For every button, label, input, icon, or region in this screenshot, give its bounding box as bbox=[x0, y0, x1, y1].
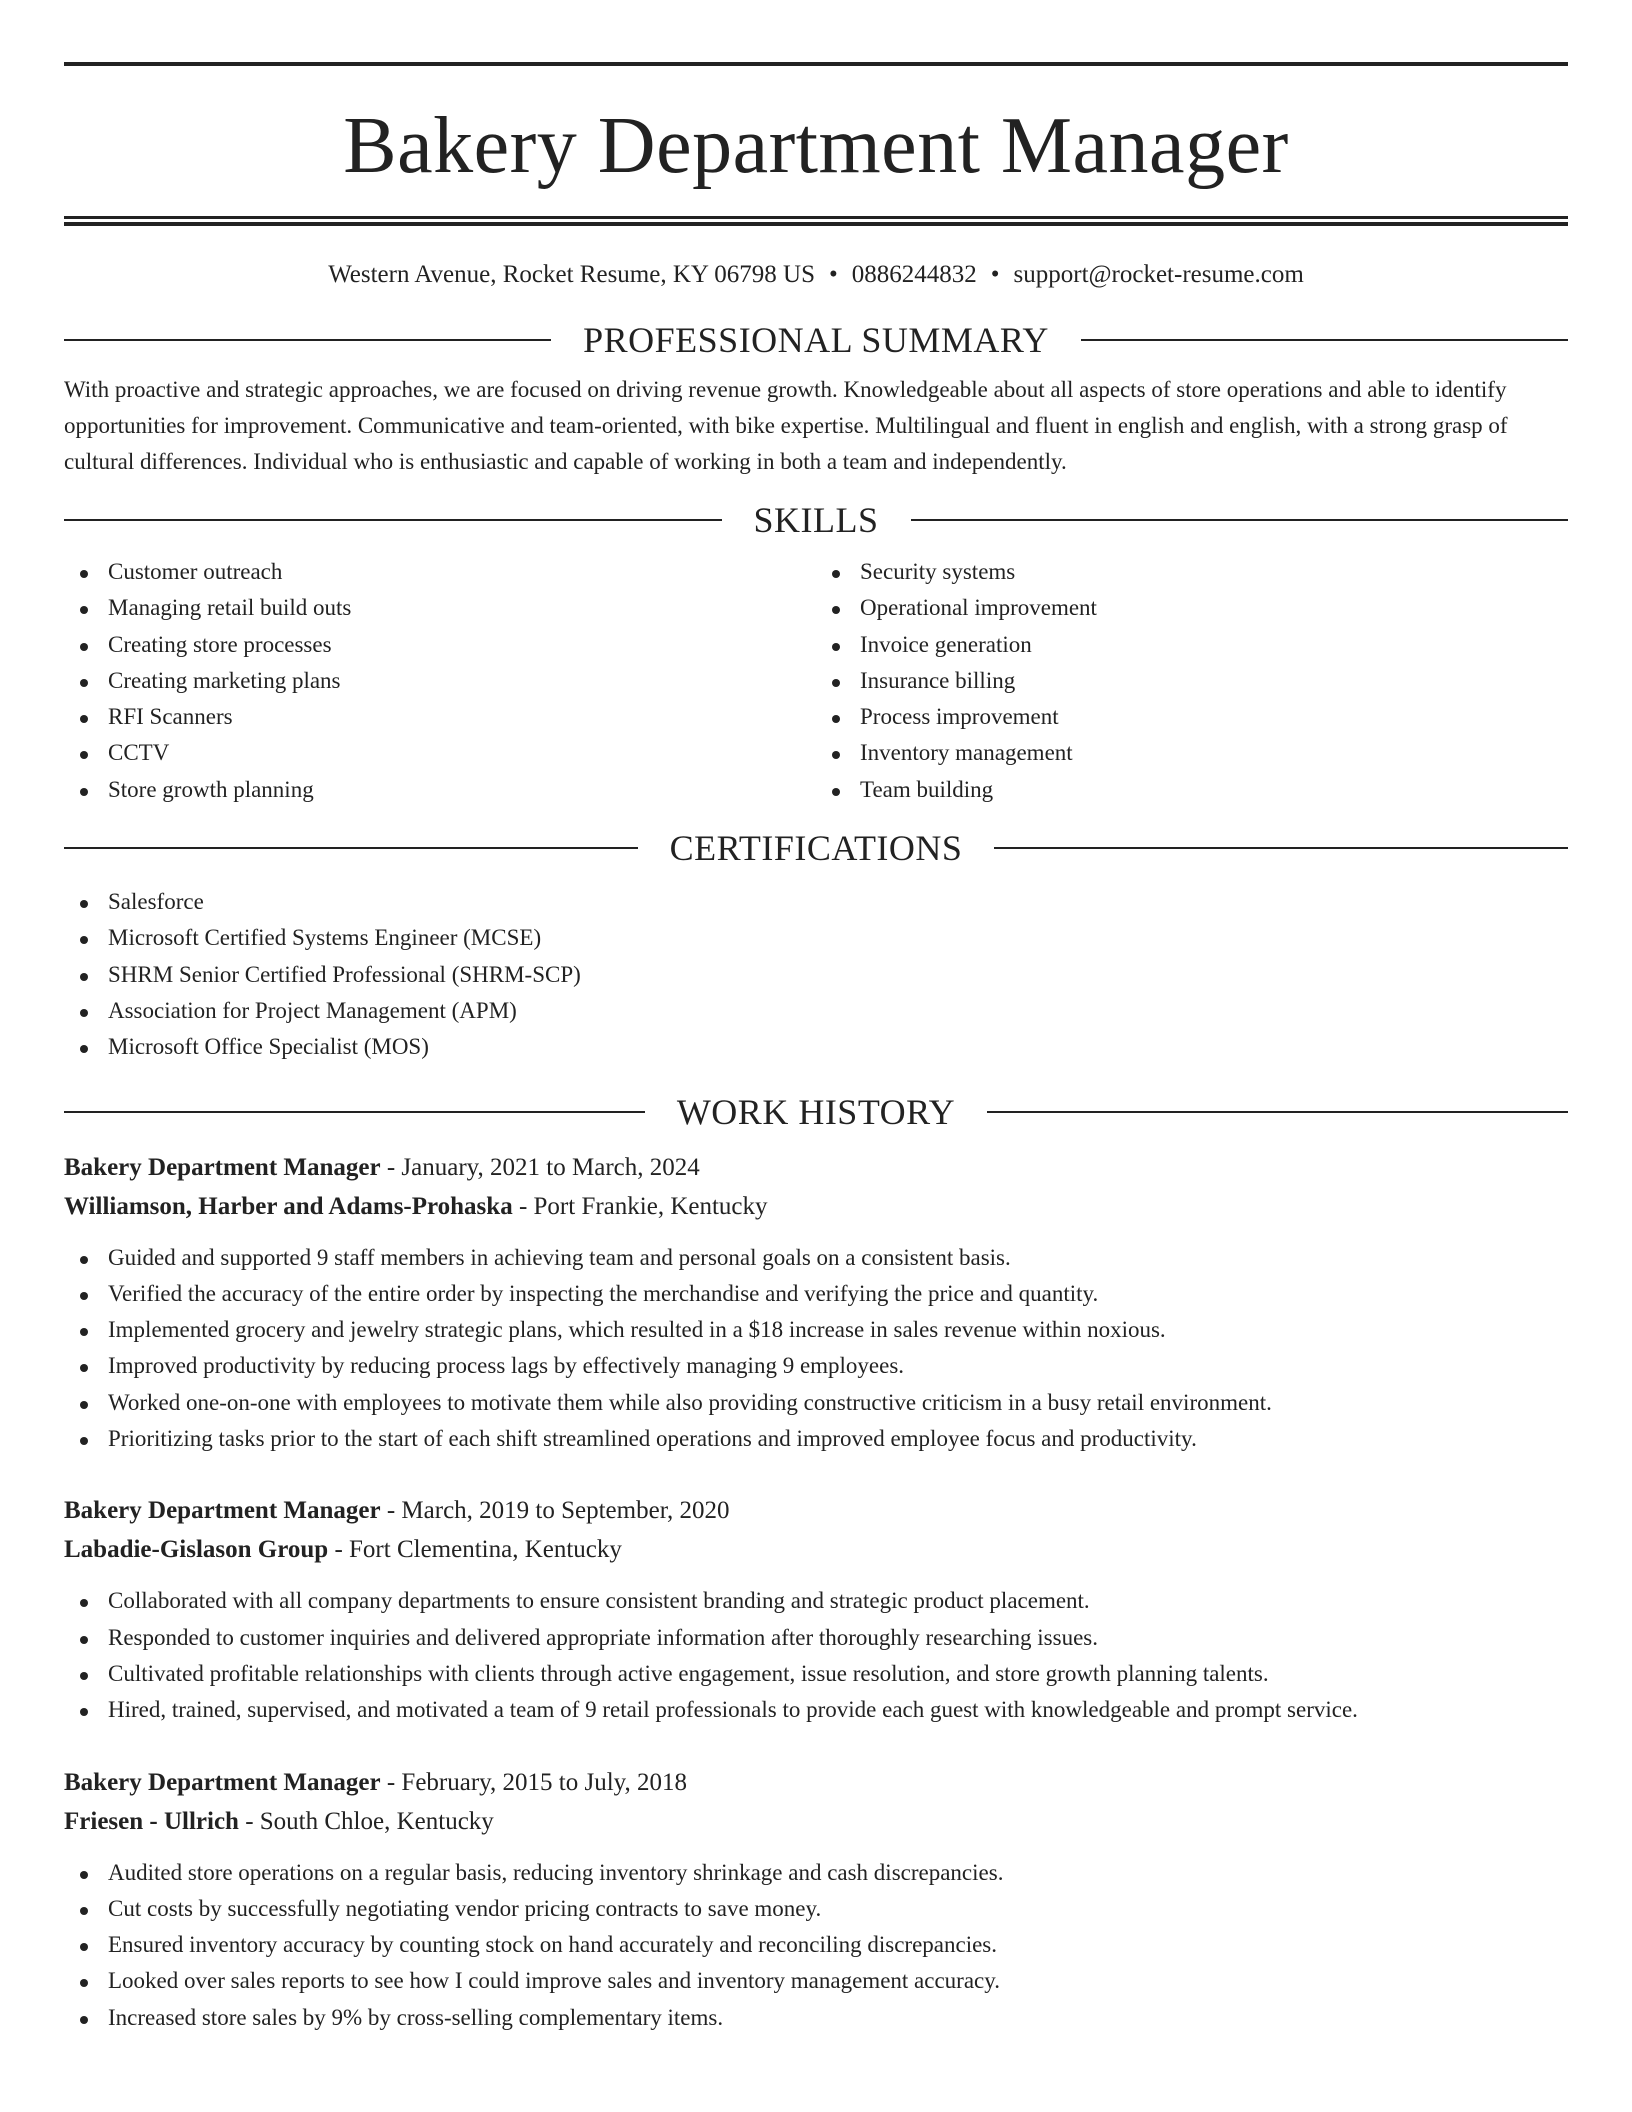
section-header-certifications bbox=[64, 826, 1568, 870]
list-item: Looked over sales reports to see how I could improve sales and inventory management accuracy. bbox=[64, 1963, 1568, 1999]
section-title-work: WORK HISTORY bbox=[676, 1091, 956, 1132]
list-item: Collaborated with all company departments to ensure consistent branding and strategic product placement. bbox=[64, 1583, 1568, 1619]
list-item: Security systems bbox=[816, 554, 1568, 590]
skills-grid bbox=[64, 554, 1568, 808]
list-item: Ensured inventory accuracy by counting stock on hand accurately and reconciling discrepancies. bbox=[64, 1927, 1568, 1963]
skills-list-right bbox=[816, 554, 1568, 808]
list-item: Microsoft Office Specialist (MOS) bbox=[64, 1029, 1568, 1065]
list-item: Responded to customer inquiries and delivered appropriate information after thoroughly researching issues. bbox=[64, 1620, 1568, 1656]
job-role: Bakery Department Manager bbox=[64, 1497, 381, 1525]
contact-email: support@rocket-resume.com bbox=[1013, 261, 1304, 288]
list-item: Salesforce bbox=[64, 884, 1568, 920]
top-rule bbox=[64, 62, 1568, 66]
list-item: Verified the accuracy of the entire order by inspecting the merchandise and verifying the price and quantity. bbox=[64, 1276, 1568, 1312]
certifications-list bbox=[64, 884, 1568, 1065]
section-rule bbox=[994, 847, 1568, 849]
list-item: Audited store operations on a regular basis, reducing inventory shrinkage and cash discrepancies. bbox=[64, 1855, 1568, 1891]
list-item: Customer outreach bbox=[64, 554, 816, 590]
job-location: - Port Frankie, Kentucky bbox=[512, 1192, 768, 1220]
list-item: Increased store sales by 9% by cross-selling complementary items. bbox=[64, 2000, 1568, 2036]
job-entry bbox=[64, 1763, 1568, 2036]
list-item: Implemented grocery and jewelry strategic plans, which resulted in a $18 increase in sales revenue within noxious. bbox=[64, 1312, 1568, 1348]
contact-line bbox=[64, 260, 1568, 290]
contact-phone: 0886244832 bbox=[851, 261, 977, 288]
list-item: Invoice generation bbox=[816, 627, 1568, 663]
list-item: Creating marketing plans bbox=[64, 663, 816, 699]
list-item: Microsoft Certified Systems Engineer (MCSE) bbox=[64, 920, 1568, 956]
job-company: Labadie-Gislason Group bbox=[64, 1536, 329, 1564]
job-dates: - January, 2021 to March, 2024 bbox=[380, 1153, 700, 1181]
job-company: Friesen - Ullrich bbox=[64, 1807, 239, 1835]
list-item: Association for Project Management (APM) bbox=[64, 993, 1568, 1029]
job-location: - Fort Clementina, Kentucky bbox=[328, 1536, 622, 1564]
section-rule bbox=[64, 1111, 645, 1113]
list-item: Store growth planning bbox=[64, 772, 816, 808]
section-header-skills bbox=[64, 498, 1568, 542]
list-item: Inventory management bbox=[816, 735, 1568, 771]
job-role-line bbox=[64, 1148, 1568, 1187]
section-title-certifications: CERTIFICATIONS bbox=[669, 828, 963, 869]
section-header-summary bbox=[64, 318, 1568, 362]
contact-separator: • bbox=[990, 261, 1000, 288]
skills-list-left bbox=[64, 554, 816, 808]
list-item: Cut costs by successfully negotiating vendor pricing contracts to save money. bbox=[64, 1891, 1568, 1927]
summary-text: With proactive and strategic approaches, we are focused on driving revenue growth. Knowledgeable about all aspects of store operations and able to identify opportunities for improvement. Communicative and team-oriented, with bike expertise. Multilingual and fluent in english and english, with a strong grasp of cultural differences. Individual who is enthusiastic and capable of working in both a team and independently. bbox=[64, 377, 1508, 474]
contact-separator: • bbox=[828, 261, 838, 288]
section-rule bbox=[911, 519, 1569, 521]
list-item: Cultivated profitable relationships with clients through active engagement, issue resolution, and store growth planning talents. bbox=[64, 1656, 1568, 1692]
list-item: CCTV bbox=[64, 735, 816, 771]
list-item: Process improvement bbox=[816, 699, 1568, 735]
job-company-line bbox=[64, 1530, 1568, 1569]
section-rule bbox=[987, 1111, 1568, 1113]
section-title-skills: SKILLS bbox=[753, 500, 879, 540]
list-item: Insurance billing bbox=[816, 663, 1568, 699]
work-history-list bbox=[64, 1148, 1568, 2036]
section-rule bbox=[1081, 339, 1568, 341]
list-item: Guided and supported 9 staff members in achieving team and personal goals on a consistent basis. bbox=[64, 1240, 1568, 1276]
job-company-line bbox=[64, 1187, 1568, 1226]
job-location: - South Chloe, Kentucky bbox=[238, 1807, 494, 1835]
list-item: Prioritizing tasks prior to the start of each shift streamlined operations and improved employee focus and productivity. bbox=[64, 1421, 1568, 1457]
list-item: SHRM Senior Certified Professional (SHRM-SCP) bbox=[64, 957, 1568, 993]
job-role: Bakery Department Manager bbox=[64, 1768, 381, 1796]
job-role-line bbox=[64, 1491, 1568, 1530]
section-rule bbox=[64, 519, 722, 521]
list-item: Worked one-on-one with employees to motivate them while also providing constructive criticism in a busy retail environment. bbox=[64, 1385, 1568, 1421]
job-company: Williamson, Harber and Adams-Prohaska bbox=[64, 1192, 513, 1220]
list-item: Improved productivity by reducing process lags by effectively managing 9 employees. bbox=[64, 1348, 1568, 1384]
job-dates: - March, 2019 to September, 2020 bbox=[380, 1497, 730, 1525]
job-role: Bakery Department Manager bbox=[64, 1153, 381, 1181]
list-item: RFI Scanners bbox=[64, 699, 816, 735]
job-bullets bbox=[64, 1855, 1568, 2036]
list-item: Team building bbox=[816, 772, 1568, 808]
job-role-line bbox=[64, 1763, 1568, 1802]
section-header-work bbox=[64, 1090, 1568, 1134]
job-company-line bbox=[64, 1802, 1568, 1841]
job-entry bbox=[64, 1148, 1568, 1458]
section-rule bbox=[64, 847, 638, 849]
resume-title: Bakery Department Manager bbox=[343, 102, 1289, 190]
list-item: Operational improvement bbox=[816, 590, 1568, 626]
title-double-rule bbox=[64, 216, 1568, 226]
job-dates: - February, 2015 to July, 2018 bbox=[380, 1768, 688, 1796]
list-item: Managing retail build outs bbox=[64, 590, 816, 626]
list-item: Creating store processes bbox=[64, 627, 816, 663]
section-title-summary: PROFESSIONAL SUMMARY bbox=[583, 320, 1049, 360]
contact-address: Western Avenue, Rocket Resume, KY 06798 US bbox=[328, 261, 815, 288]
section-rule bbox=[64, 339, 551, 341]
job-entry bbox=[64, 1491, 1568, 1728]
list-item: Hired, trained, supervised, and motivated a team of 9 retail professionals to provide each guest with knowledgeable and prompt service. bbox=[64, 1692, 1568, 1728]
job-bullets bbox=[64, 1240, 1568, 1458]
job-bullets bbox=[64, 1583, 1568, 1728]
